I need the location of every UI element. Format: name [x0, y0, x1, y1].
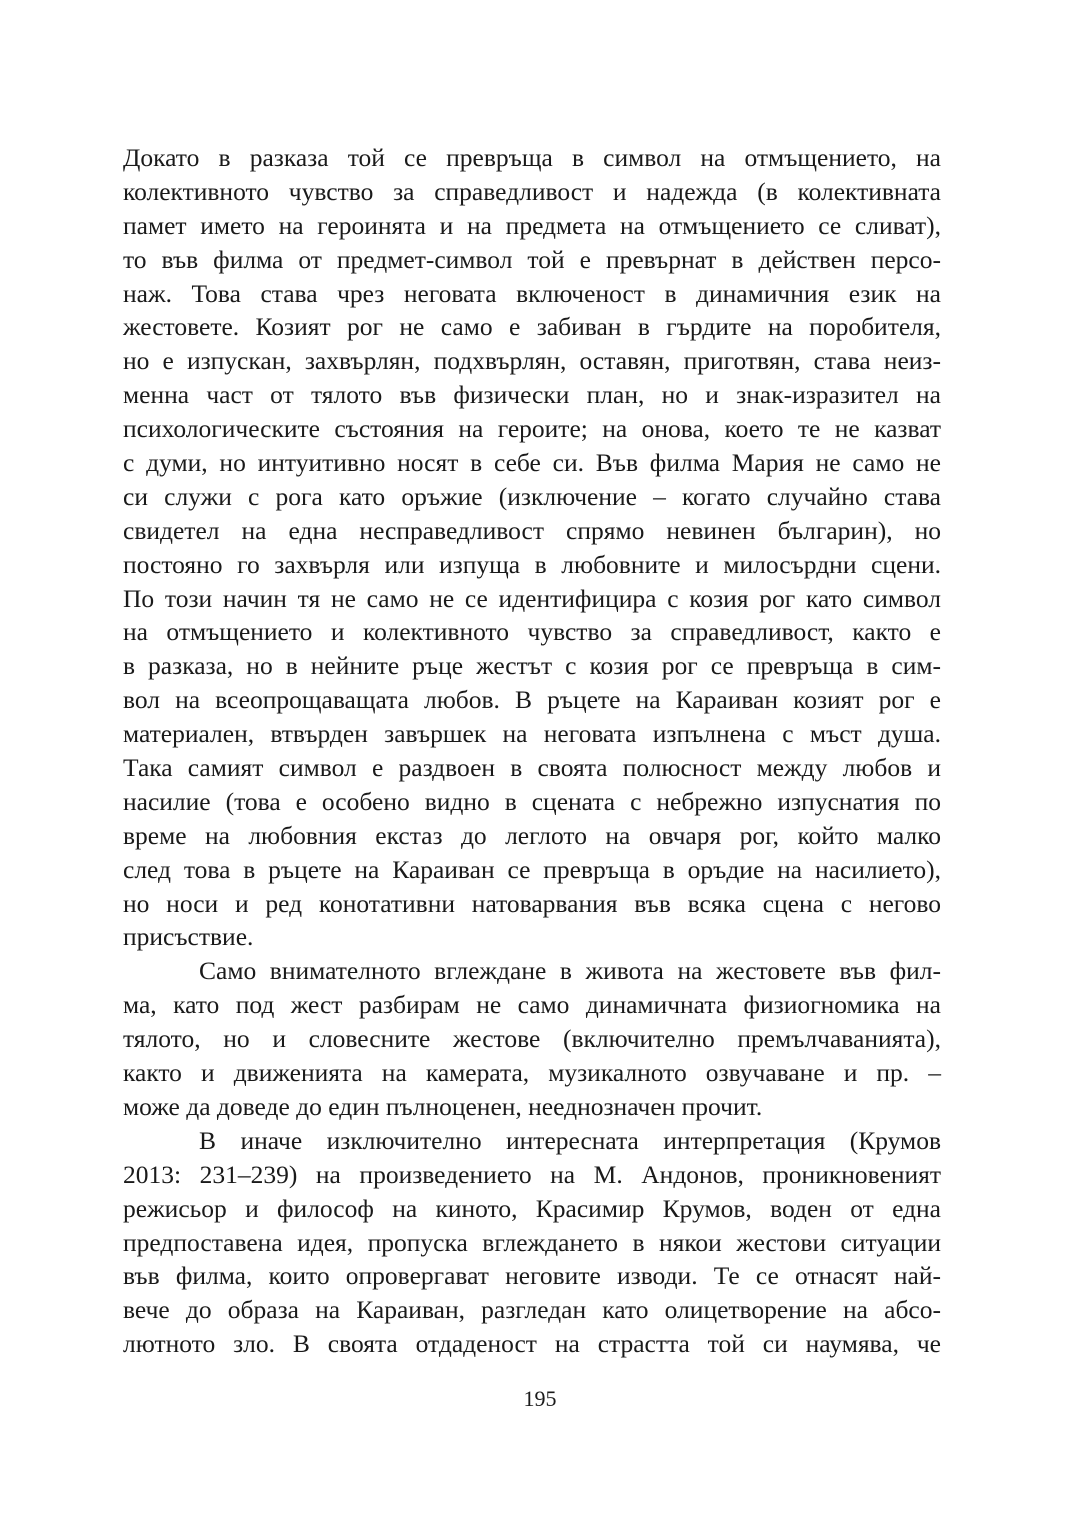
- page-number: 195: [523, 1386, 557, 1411]
- text-line: Само внимателното вглеждане в живота на жестовете във фил-: [199, 956, 941, 986]
- text-line: както и движенията на камерата, музикалното озвучаване и пр. –: [123, 1058, 941, 1088]
- text-line: време на любовния екстаз до леглото на овчаря рог, който малко: [123, 820, 941, 850]
- paragraph: [123, 954, 941, 1123]
- text-line: менна част от тялото във физически план, но и знак-изразител на: [123, 380, 941, 410]
- text-line: но е изпускан, захвърлян, подхвърлян, оставян, приготвян, става неиз-: [123, 346, 941, 376]
- text-line: свидетел на една несправедливост спрямо невинен българин), но: [123, 515, 941, 545]
- text-line: след това в ръцете на Караиван се превръща в оръдие на насилието),: [123, 854, 941, 884]
- text-line: материален, втвърден завършек на неговата изпълнена с мъст душа.: [123, 719, 941, 749]
- body-text: [123, 141, 941, 1361]
- text-line: 2013: 231–239) на произведението на М. Андонов, проникновеният: [123, 1159, 941, 1189]
- text-line: наж. Това става чрез неговата включеност в динамичния език на: [123, 278, 941, 308]
- text-line: на отмъщението и колективното чувство за справедливост, както е: [123, 617, 941, 647]
- text-line: с думи, но интуитивно носят в себе си. Във филма Мария не само не: [123, 448, 941, 478]
- text-line: По този начин тя не само не се идентифицира с козия рог като символ: [123, 583, 941, 613]
- text-line: Така самият символ е раздвоен в своята полюсност между любов и: [123, 753, 941, 783]
- text-line: тялото, но и словесните жестове (включително премълчаванията),: [123, 1024, 941, 1054]
- text-line: вол на всеопрощаващата любов. В ръцете на Караиван козият рог е: [123, 685, 941, 715]
- text-line: лютното зло. В своята отдаденост на страстта той си наумява, че: [123, 1329, 941, 1359]
- text-line: вече до образа на Караиван, разгледан като олицетворение на абсо-: [123, 1295, 941, 1325]
- paragraph: [123, 1124, 941, 1361]
- text-line: може да доведе до един пълноценен, нееднозначен прочит.: [123, 1091, 763, 1121]
- text-line: Докато в разказа той се превръща в символ на отмъщението, на: [123, 143, 941, 172]
- text-line: ма, като под жест разбирам не само динамичната физиогномика на: [123, 990, 941, 1020]
- text-line: насилие (това е особено видно в сцената с небрежно изпуснатия по: [123, 786, 941, 816]
- text-line: психологическите състояния на героите; на онова, което те не казват: [123, 414, 941, 444]
- text-line: памет името на героинята и на предмета на отмъщението се сливат),: [123, 210, 941, 240]
- paragraph: [123, 141, 941, 954]
- text-line: режисьор и философ на киното, Красимир Крумов, воден от една: [123, 1193, 941, 1223]
- text-line: във филма, които опровергават неговите изводи. Те се отнасят най-: [123, 1261, 941, 1291]
- text-line: в разказа, но в нейните ръце жестът с козия рог се превръща в сим-: [123, 651, 941, 681]
- text-line: предпоставена идея, пропуска вглеждането в някои жестови ситуации: [123, 1227, 941, 1257]
- text-line: жестовете. Козият рог не само е забиван в гърдите на поробителя,: [123, 312, 941, 342]
- text-line: В иначе изключително интересната интерпретация (Крумов: [199, 1125, 941, 1155]
- text-line: то във филма от предмет-символ той е превърнат в действен персо-: [123, 244, 941, 274]
- text-line: постояно го захвърля или изпуща в любовните и милосърдни сцени.: [123, 549, 941, 579]
- text-line: но носи и ред конотативни натоварвания във всяка сцена с негово: [123, 888, 941, 918]
- text-line: присъствие.: [123, 922, 254, 952]
- text-line: колективното чувство за справедливост и надежда (в колективната: [123, 176, 941, 206]
- text-line: си служи с рога като оръжие (изключение – когато случайно става: [123, 481, 941, 511]
